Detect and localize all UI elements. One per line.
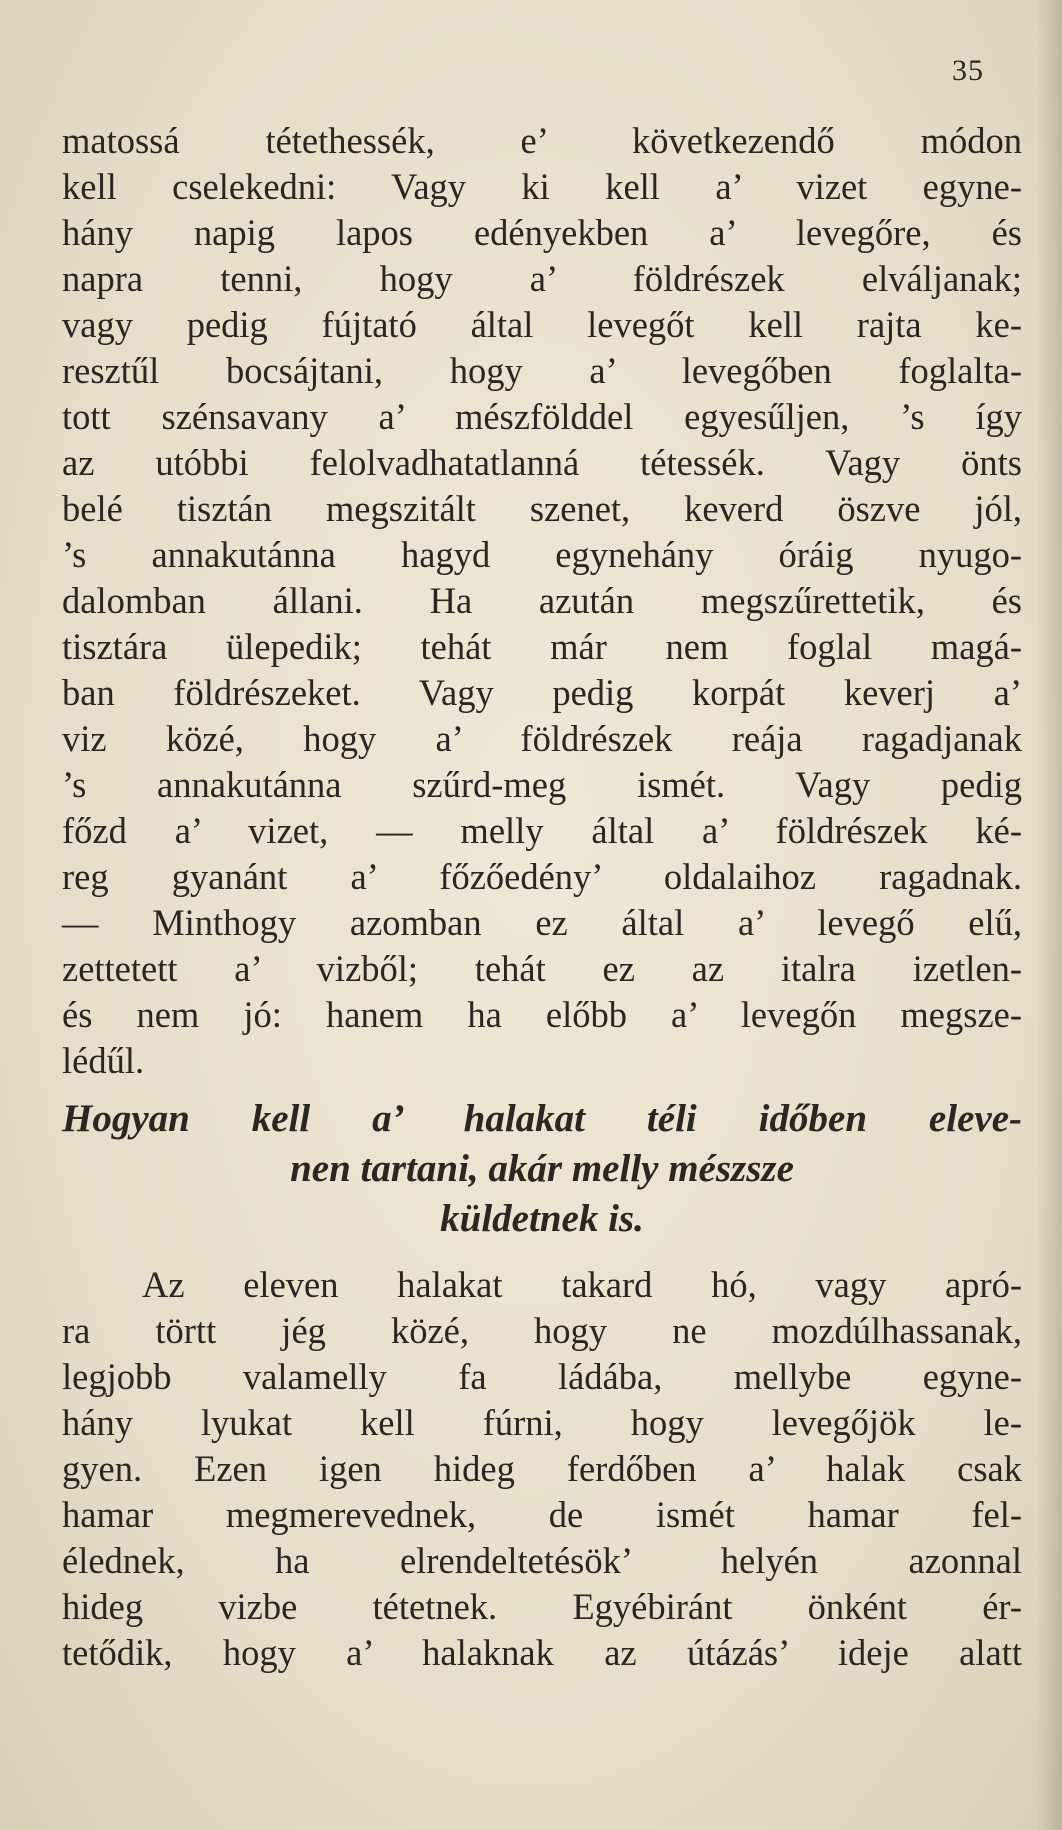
heading-line: nen tartani, akár melly mészsze (290, 1147, 794, 1190)
text-line: legjobb valamelly fa ládába, mellybe egyne- (62, 1356, 1022, 1397)
paragraph-water-purification (62, 118, 1022, 1084)
heading-line: Hogyan kell a’ halakat téli időben eleve- (62, 1097, 1022, 1140)
text-line: — Minthogy azomban ez által a’ levegő elű, (62, 902, 1022, 943)
text-line: tetődik, hogy a’ halaknak az útázás’ ideje alatt (62, 1632, 1022, 1673)
text-line: lédűl. (62, 1040, 145, 1081)
text-line: hamar megmerevednek, de ismét hamar fel- (62, 1494, 1022, 1535)
text-line: ’s annakutánna hagyd egynehány óráig nyugo- (62, 534, 1022, 575)
section-heading (62, 1094, 1022, 1244)
text-line: belé tisztán megszitált szenet, keverd öszve jól, (62, 488, 1022, 529)
text-line: reg gyanánt a’ főzőedény’ oldalaihoz ragadnak. (62, 856, 1022, 897)
text-line: hány lyukat kell fúrni, hogy levegőjök le- (62, 1402, 1022, 1443)
text-line: ’s annakutánna szűrd-meg ismét. Vagy pedig (62, 764, 1022, 805)
text-line: resztűl bocsájtani, hogy a’ levegőben foglalta- (62, 350, 1022, 391)
paragraph-live-fish (62, 1262, 1022, 1676)
text-line: az utóbbi felolvadhatatlanná tétessék. Vagy önts (62, 442, 1022, 483)
text-line: viz közé, hogy a’ földrészek reája ragadjanak (62, 718, 1022, 759)
text-line: zettetett a’ vizből; tehát ez az italra izetlen- (62, 948, 1022, 989)
text-block (62, 118, 1022, 1676)
text-line: hideg vizbe tétetnek. Egyébiránt önként ér- (62, 1586, 1022, 1627)
heading-line: küldetnek is. (440, 1197, 644, 1240)
text-line: tott szénsavany a’ mészfölddel egyesűljen, ’s így (62, 396, 1022, 437)
text-line: dalomban állani. Ha azután megszűrettetik, és (62, 580, 1022, 621)
text-line: matossá tétethessék, e’ következendő módon (62, 120, 1022, 161)
text-line: gyen. Ezen igen hideg ferdőben a’ halak csak (62, 1448, 1022, 1489)
text-line: ra törtt jég közé, hogy ne mozdúlhassanak, (62, 1310, 1022, 1351)
text-line: élednek, ha elrendeltetésök’ helyén azonnal (62, 1540, 1022, 1581)
text-line: vagy pedig fújtató által levegőt kell rajta ke- (62, 304, 1022, 345)
text-line: Az eleven halakat takard hó, vagy apró- (142, 1264, 1022, 1305)
text-line: tisztára ülepedik; tehát már nem foglal magá- (62, 626, 1022, 667)
text-line: napra tenni, hogy a’ földrészek elváljanak; (62, 258, 1022, 299)
text-line: és nem jó: hanem ha előbb a’ levegőn megsze- (62, 994, 1022, 1035)
text-line: kell cselekedni: Vagy ki kell a’ vizet egyne- (62, 166, 1022, 207)
text-line: főzd a’ vizet, — melly által a’ földrészek ké- (62, 810, 1022, 851)
page-number: 35 (952, 54, 984, 87)
page-edge-shadow (1036, 0, 1062, 1830)
text-line: hány napig lapos edényekben a’ levegőre, és (62, 212, 1022, 253)
text-line: ban földrészeket. Vagy pedig korpát keverj a’ (62, 672, 1022, 713)
